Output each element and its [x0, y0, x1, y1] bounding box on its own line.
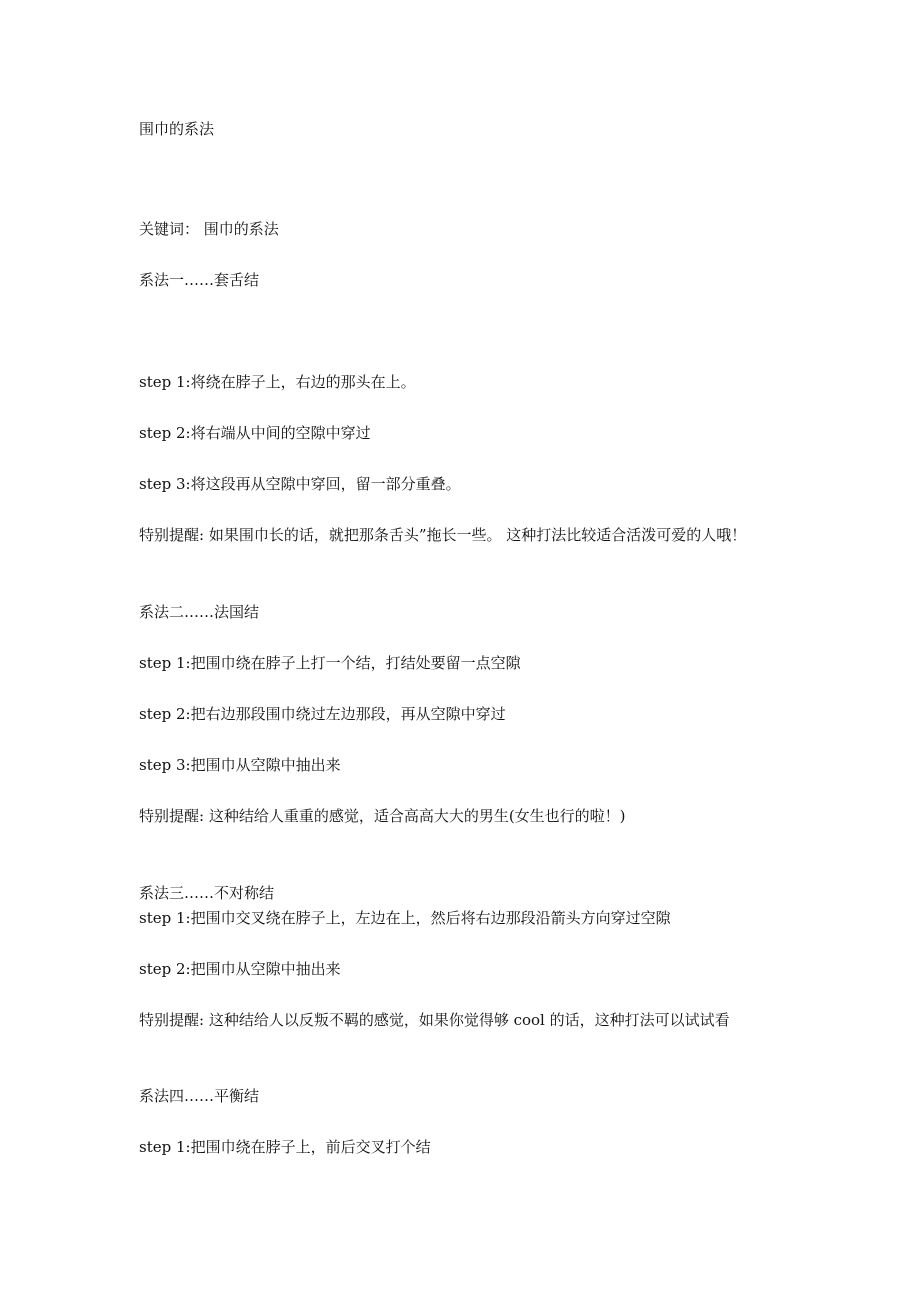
section-heading: 系法二……法国结 [139, 603, 260, 621]
step-line: step 2:把围巾从空隙中抽出来 [139, 960, 341, 978]
step-line: step 2:将右端从中间的空隙中穿过 [139, 424, 371, 442]
document-title: 围巾的系法 [139, 120, 215, 138]
tip-line: 特别提醒: 如果围巾长的话，就把那条舌头”拖长一些。 这种打法比较适合活泼可爱的人哦！ [139, 526, 747, 544]
section-heading: 系法四……平衡结 [139, 1087, 260, 1105]
section-heading: 系法三……不对称结 [139, 884, 275, 902]
step-line: step 1:把围巾绕在脖子上打一个结，打结处要留一点空隙 [139, 654, 521, 672]
step-line: step 1:将绕在脖子上，右边的那头在上。 [139, 373, 416, 391]
tip-line: 特别提醒: 这种结给人以反叛不羁的感觉，如果你觉得够 cool 的话，这种打法可以试试看 [139, 1011, 730, 1029]
step-line: step 2:把右边那段围巾绕过左边那段，再从空隙中穿过 [139, 705, 506, 723]
step-line: step 1:把围巾绕在脖子上，前后交叉打个结 [139, 1138, 431, 1156]
step-line: step 3:把围巾从空隙中抽出来 [139, 756, 341, 774]
tip-line: 特别提醒: 这种结给人重重的感觉，适合高高大大的男生(女生也行的啦！) [139, 807, 626, 825]
step-line: step 1:把围巾交叉绕在脖子上，左边在上，然后将右边那段沿箭头方向穿过空隙 [139, 909, 671, 927]
keywords-line: 关键词： 围巾的系法 [139, 220, 279, 238]
step-line: step 3:将这段再从空隙中穿回，留一部分重叠。 [139, 475, 461, 493]
section-heading: 系法一……套舌结 [139, 271, 260, 289]
